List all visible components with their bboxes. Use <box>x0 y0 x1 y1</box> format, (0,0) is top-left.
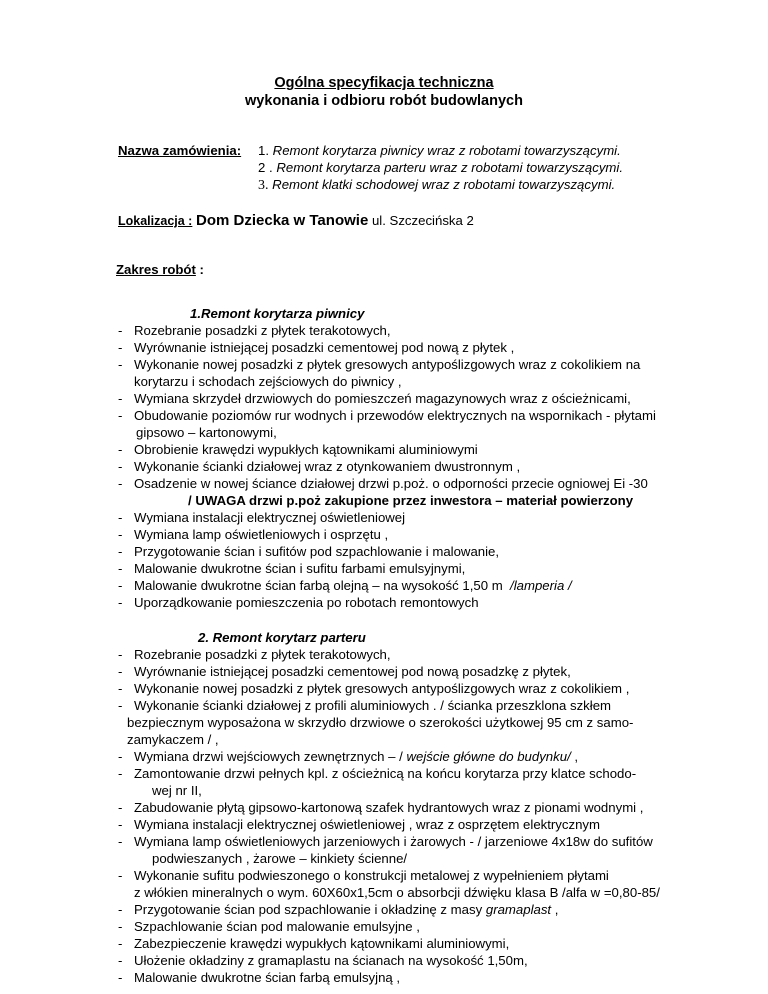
list-item: - Wykonanie sufitu podwieszonego o konstrukcji metalowej z wypełnieniem płytami <box>118 868 609 883</box>
list-item: - Przygotowanie ścian pod szpachlowanie i okładzinę z masy gramaplast , <box>118 902 559 917</box>
list-item: - Obudowanie poziomów rur wodnych i przewodów elektrycznych na wspornikach - płytami <box>118 408 656 423</box>
location-name: Dom Dziecka w Tanowie <box>196 212 369 229</box>
list-item: - Przygotowanie ścian i sufitów pod szpachlowanie i malowanie, <box>118 544 500 559</box>
list-item: - Wykonanie nowej posadzki z płytek gresowych antypoślizgowych wraz z cokolikiem na <box>118 357 641 372</box>
list-item-continuation: podwieszanych , żarowe – kinkiety ścienne/ <box>152 851 408 866</box>
list-item: - Osadzenie w nowej ściance działowej drzwi p.poż. o odporności przecie ogniowej Ei -30 <box>118 476 648 491</box>
order-item-3: 3. Remont klatki schodowej wraz z robotami towarzyszącymi. <box>258 177 616 193</box>
list-item: - Rozebranie posadzki z płytek terakotowych, <box>118 323 391 338</box>
scope-heading: Zakres robót : <box>116 262 204 277</box>
list-item-continuation: zamykaczem / , <box>127 732 219 747</box>
list-item: - Wymiana drzwi wejściowych zewnętrznych – / wejście główne do budynku/ , <box>118 749 579 764</box>
list-item-continuation: wej nr II, <box>152 783 202 798</box>
order-label: Nazwa zamówienia: <box>118 143 242 158</box>
location-label: Lokalizacja : <box>118 214 193 228</box>
section1-heading: 1.Remont korytarza piwnicy <box>190 306 365 321</box>
fire-door-note: / UWAGA drzwi p.poż zakupione przez inwestora – materiał powierzony <box>188 493 634 508</box>
list-item-continuation: korytarzu i schodach zejściowych do piwnicy , <box>134 374 402 389</box>
order-item-2: 2 . Remont korytarza parteru wraz z robotami towarzyszącymi. <box>258 160 623 175</box>
list-item: - Zamontowanie drzwi pełnych kpl. z ościeżnicą na końcu korytarza przy klatce schodo- <box>118 766 637 781</box>
list-item-continuation: gipsowo – kartonowymi, <box>136 425 277 440</box>
list-item: - Szpachlowanie ścian pod malowanie emulsyjne , <box>118 919 420 934</box>
list-item: - Wykonanie ścianki działowej z profili aluminiowych . / ścianka przeszklona szkłem <box>118 698 612 713</box>
list-item: - Malowanie dwukrotne ścian farbą emulsyjną , <box>118 970 401 985</box>
location-address: ul. Szczecińska 2 <box>371 213 474 228</box>
list-item: - Wykonanie nowej posadzki z płytek gresowych antypoślizgowych wraz z cokolikiem , <box>118 681 630 696</box>
location-line <box>118 212 474 230</box>
list-item: - Ułożenie okładziny z gramaplastu na ścianach na wysokość 1,50m, <box>118 953 528 968</box>
list-item: - Wymiana instalacji elektrycznej oświetleniowej , wraz z osprzętem elektrycznym <box>118 817 600 832</box>
list-item: - Malowanie dwukrotne ścian farbą olejną – na wysokość 1,50 m /lamperia / <box>118 578 572 593</box>
list-item: - Zabezpieczenie krawędzi wypukłych kątownikami aluminiowymi, <box>118 936 510 951</box>
list-item: - Rozebranie posadzki z płytek terakotowych, <box>118 647 391 662</box>
list-item: - Wyrównanie istniejącej posadzki cementowej pod nową z płytek , <box>118 340 515 355</box>
list-item: - Wymiana lamp oświetleniowych i osprzętu , <box>118 527 389 542</box>
list-item: - Wymiana instalacji elektrycznej oświetleniowej <box>118 510 406 525</box>
order-item-1: 1. Remont korytarza piwnicy wraz z robotami towarzyszącymi. <box>258 143 621 158</box>
list-item-continuation: bezpiecznym wyposażona w skrzydło drzwiowe o szerokości użytkowej 95 cm z samo- <box>127 715 634 730</box>
list-item-continuation: z włókien mineralnych o wym. 60X60x1,5cm o absorbcji dźwięku klasa B /alfa w =0,80-85/ <box>134 885 660 900</box>
list-item: - Uporządkowanie pomieszczenia po robotach remontowych <box>118 595 479 610</box>
list-item: - Zabudowanie płytą gipsowo-kartonową szafek hydrantowych wraz z pionami wodnymi , <box>118 800 644 815</box>
section2-heading: 2. Remont korytarz parteru <box>198 630 366 645</box>
list-item: - Wyrównanie istniejącej posadzki cementowej pod nową posadzkę z płytek, <box>118 664 571 679</box>
document-title-line2: wykonania i odbioru robót budowlanych <box>245 93 523 109</box>
list-item: - Obrobienie krawędzi wypukłych kątownikami aluminiowymi <box>118 442 478 457</box>
document-title-line1: Ogólna specyfikacja techniczna <box>274 75 494 91</box>
list-item: - Wykonanie ścianki działowej wraz z otynkowaniem dwustronnym , <box>118 459 521 474</box>
list-item: - Wymiana lamp oświetleniowych jarzeniowych i żarowych - / jarzeniowe 4x18w do sufitów <box>118 834 653 849</box>
list-item: - Malowanie dwukrotne ścian i sufitu farbami emulsyjnymi, <box>118 561 466 576</box>
list-item: - Wymiana skrzydeł drzwiowych do pomieszczeń magazynowych wraz z ościeżnicami, <box>118 391 631 406</box>
